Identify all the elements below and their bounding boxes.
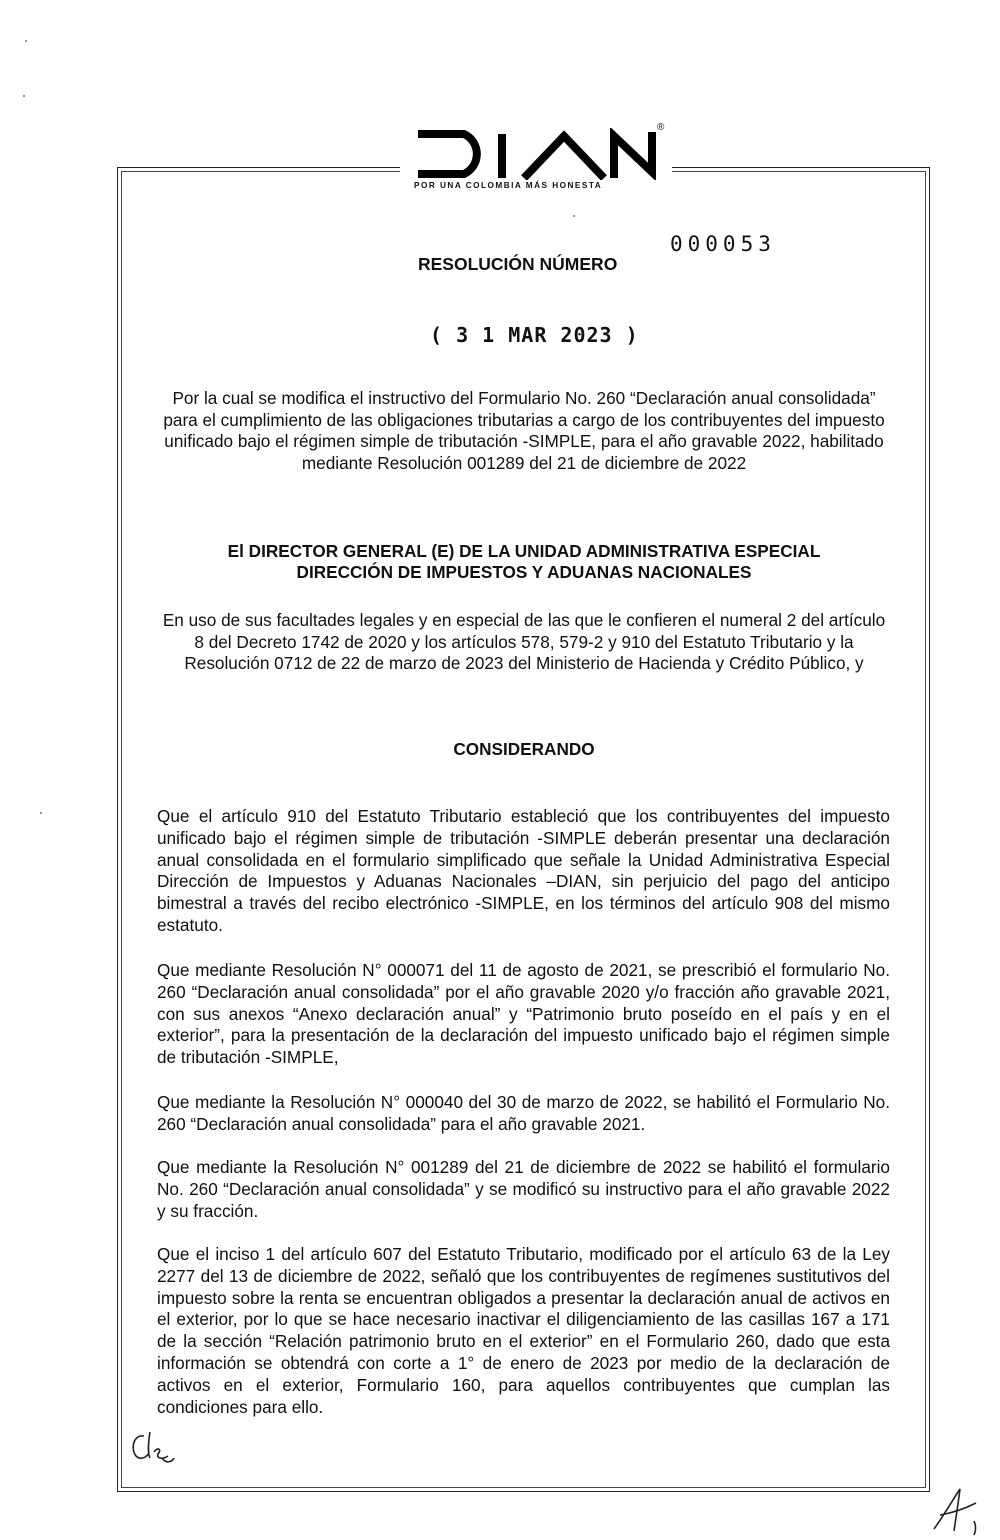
paragraph-4: Que mediante la Resolución N° 001289 del 21 de diciembre de 2022 se habilitó el formulario No. 260 “Declaración anual consolidada” y se modificó su instructivo para el año gravable 2022 y su fracción. xyxy=(157,1157,890,1221)
legal-faculties: En uso de sus facultades legales y en especial de las que le confieren el numeral 2 del artículo 8 del Decreto 1742 de 2020 y los artículos 578, 579-2 y 910 del Estatuto Tributario y la Resolución 0712 de 22 de marzo de 2023 del Ministerio de Hacienda y Crédito Público, y xyxy=(162,610,886,673)
resolution-number: 000053 xyxy=(670,232,776,256)
paragraph-5: Que el inciso 1 del artículo 607 del Estatuto Tributario, modificado por el artículo 63 de la Ley 2277 del 13 de diciembre de 2022, señaló que los contribuyentes de regímenes sustitutivos del impuesto sobre la renta se encuentran obligados a presentar la declaración anual de activos en el exterior, por lo que se hace necesario inactivar el diligenciamiento de las casillas 167 a 171 de la sección “Relación patrimonio bruto en el exterior” en el Formulario 260, dado que esta información se obtendrá con corte a 1° de enero de 2023 por medio de la declaración de activos en el exterior, Formulario 160, para aquellos contribuyentes que cumplan las condiciones para ello. xyxy=(157,1244,890,1417)
paragraph-1: Que el artículo 910 del Estatuto Tributario estableció que los contribuyentes del impuesto unificado bajo el régimen simple de tributación -SIMPLE deberán presentar una declaración anual consolidada en el formulario simplificado que señale la Unidad Administrativa Especial Dirección de Impuestos y Aduanas Nacionales –DIAN, sin perjuicio del pago del anticipo bimestral a través del recibo electrónico -SIMPLE, en los términos del artículo 908 del mismo estatuto. xyxy=(157,806,890,935)
paragraph-3: Que mediante la Resolución N° 000040 del 30 de marzo de 2022, se habilitó el Formulario No. 260 “Declaración anual consolidada” para el año gravable 2021. xyxy=(157,1092,890,1134)
signature-mark-icon xyxy=(930,1485,990,1537)
handwritten-initials-icon xyxy=(128,1428,178,1468)
scan-speck xyxy=(25,40,27,42)
scan-speck xyxy=(23,95,25,97)
scan-speck xyxy=(573,215,575,217)
issuer-heading xyxy=(160,541,888,583)
dian-logo xyxy=(400,118,672,198)
resolution-summary: Por la cual se modifica el instructivo del Formulario No. 260 “Declaración anual consolidada” para el cumplimiento de las obligaciones tributarias a cargo de los contribuyentes del impuesto unificado bajo el régimen simple de tributación -SIMPLE, para el año gravable 2022, habilitado mediante Resolución 001289 del 21 de diciembre de 2022 xyxy=(163,388,885,473)
considerando-title: CONSIDERANDO xyxy=(453,739,595,759)
logo-tagline: POR UNA COLOMBIA MÁS HONESTA xyxy=(414,181,603,190)
resolution-date: ( 3 1 MAR 2023 ) xyxy=(430,323,639,347)
issuer-line-1: El DIRECTOR GENERAL (E) DE LA UNIDAD ADMINISTRATIVA ESPECIAL xyxy=(227,541,821,561)
dian-wordmark-icon xyxy=(414,128,660,180)
resolution-label: RESOLUCIÓN NÚMERO xyxy=(418,254,618,274)
issuer-line-2: DIRECCIÓN DE IMPUESTOS Y ADUANAS NACIONALES xyxy=(296,562,752,582)
scan-speck xyxy=(40,812,42,814)
registered-mark: ® xyxy=(657,122,665,133)
paragraph-2: Que mediante Resolución N° 000071 del 11 de agosto de 2021, se prescribió el formulario No. 260 “Declaración anual consolidada” por el año gravable 2020 y/o fracción año gravable 2021, con sus anexos “Anexo declaración anual” y “Patrimonio bruto poseído en el país y en el exterior”, para la presentación de la declaración del impuesto unificado bajo el régimen simple de tributación -SIMPLE, xyxy=(157,960,890,1068)
